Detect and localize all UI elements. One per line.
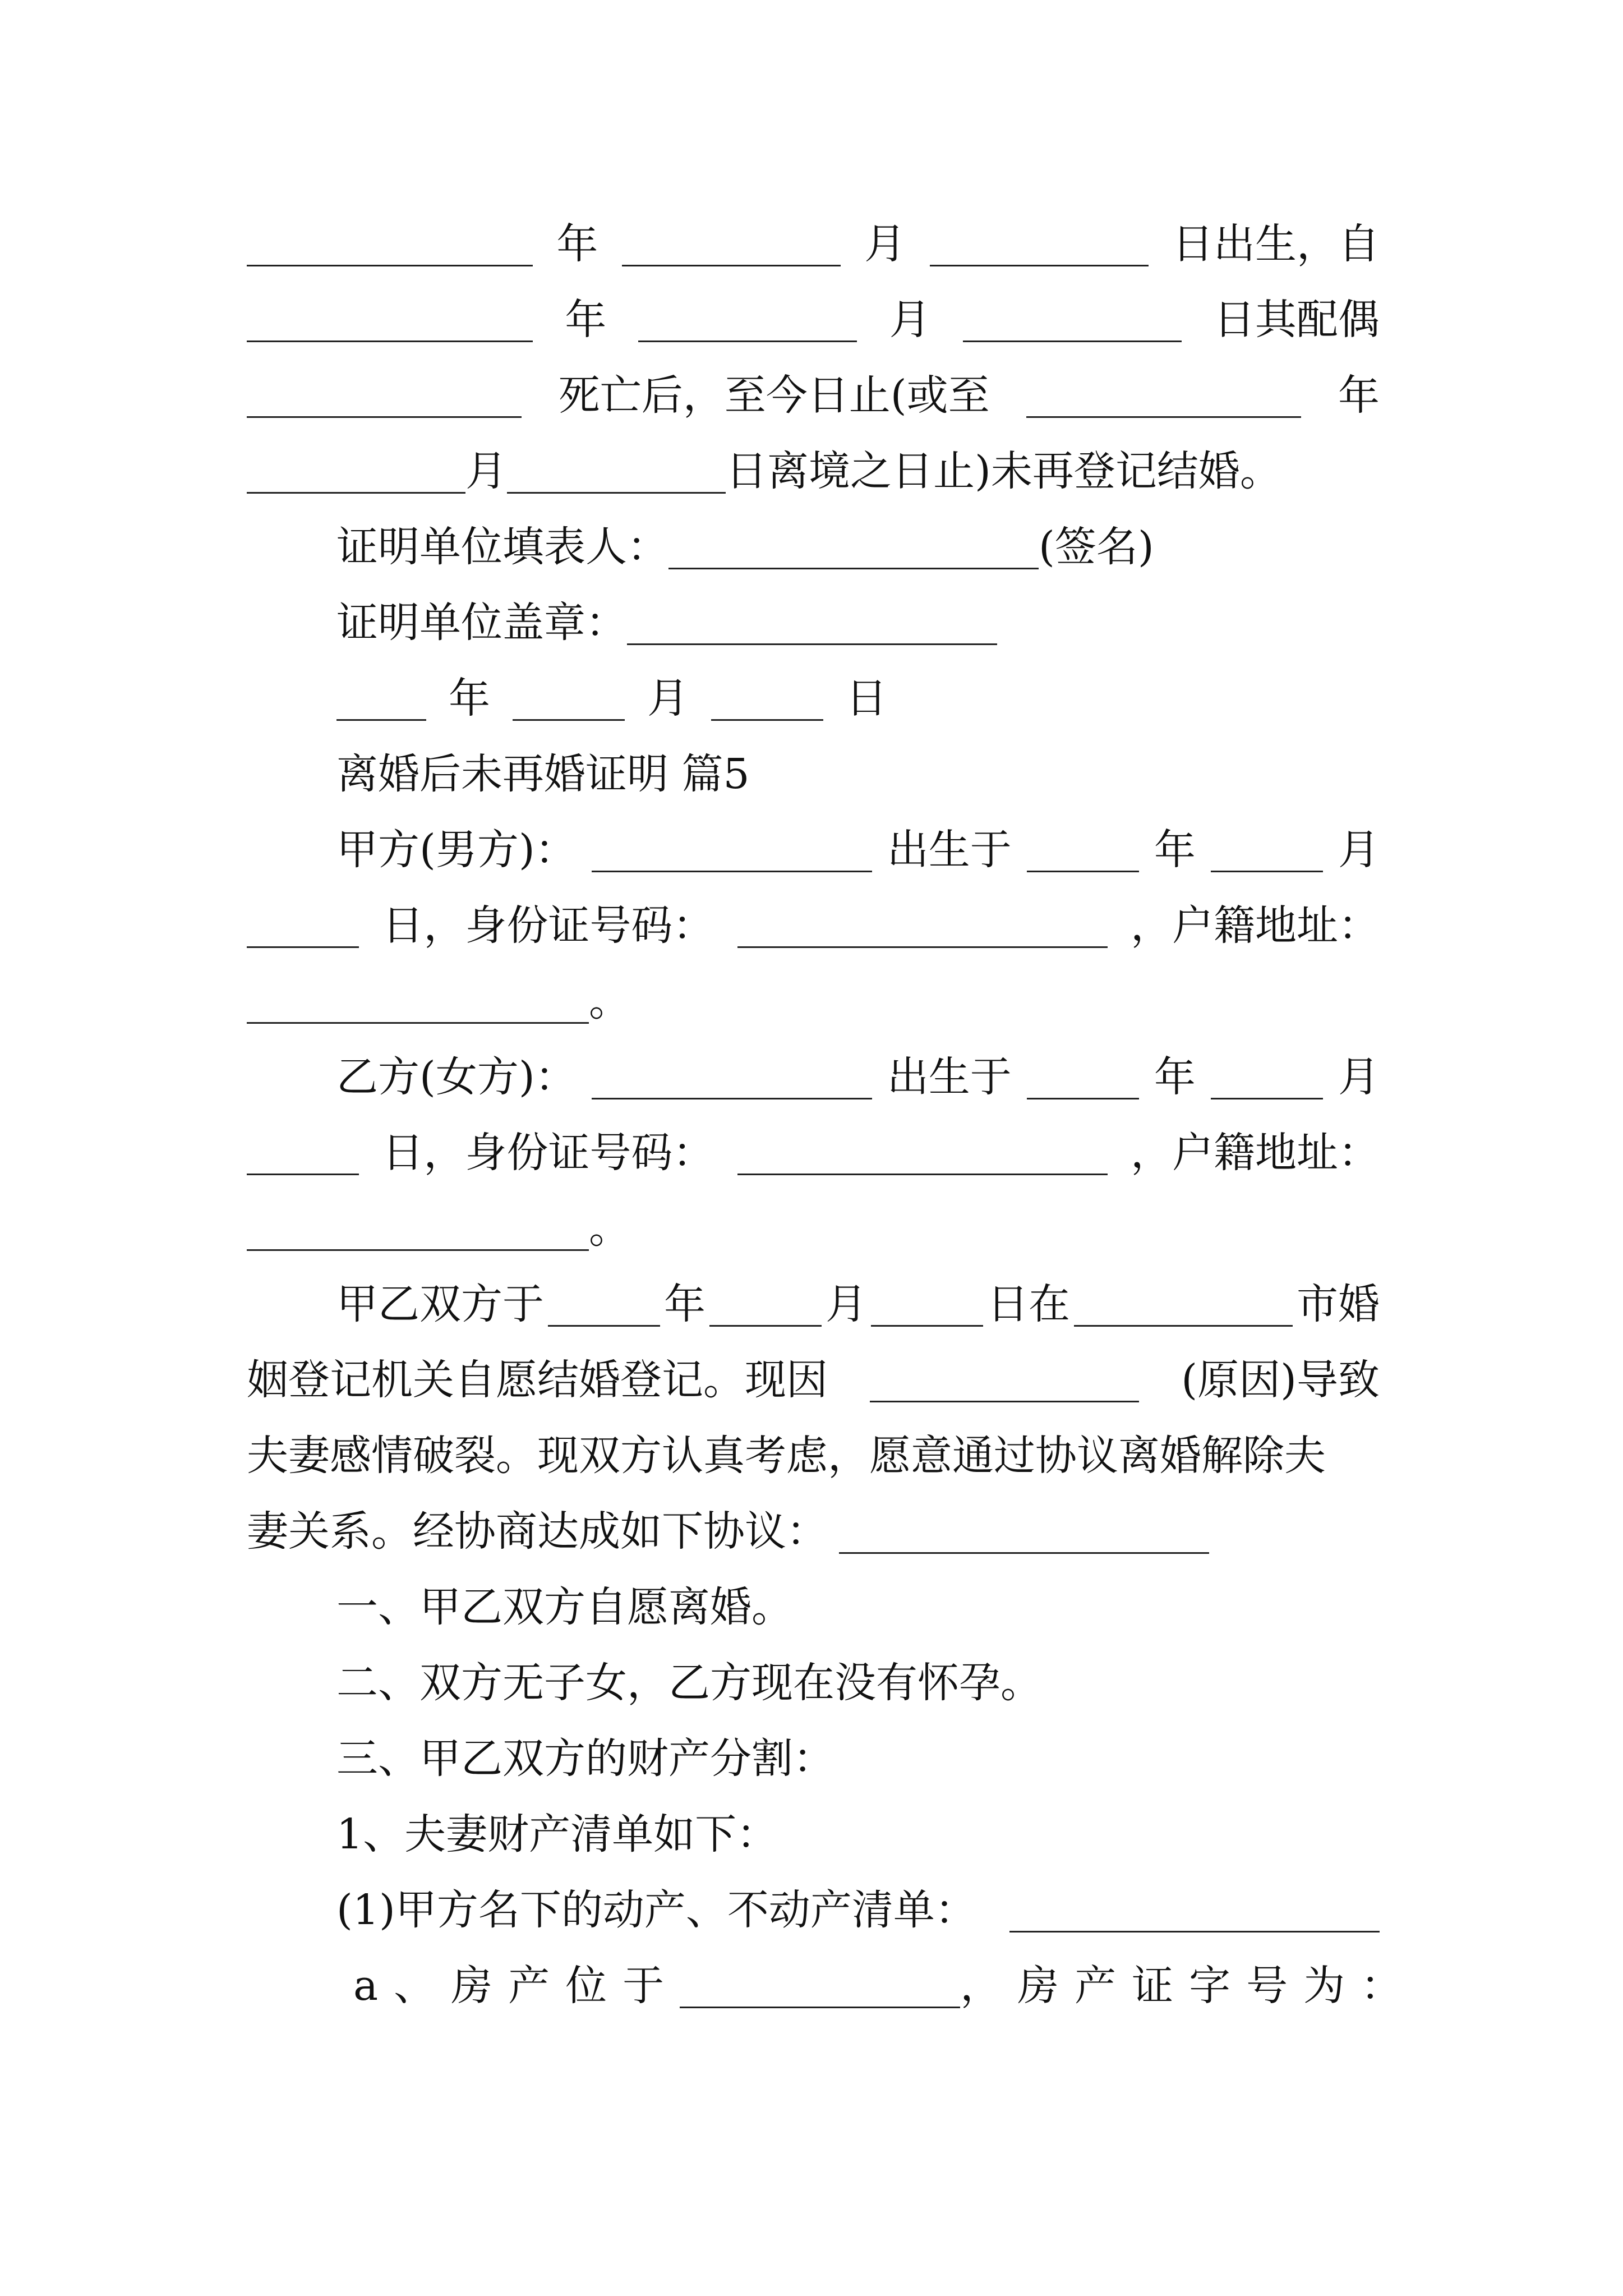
text-segment: 年: [449, 674, 490, 723]
text-segment: 日在: [987, 1280, 1070, 1328]
doc-line-5: [336, 516, 1380, 578]
blank-field[interactable]: [592, 827, 872, 872]
text-segment: 日离境之日止)未再登记结婚。: [726, 447, 1281, 495]
text-segment: 月: [1338, 1053, 1380, 1101]
doc-line-9: [336, 819, 1380, 881]
doc-line-11: [247, 970, 1380, 1032]
doc-line-14: [247, 1198, 1380, 1259]
doc-line-4: [247, 440, 1380, 502]
text-segment: 日，身份证号码：: [382, 1129, 714, 1177]
blank-field[interactable]: [247, 449, 465, 494]
blank-field[interactable]: [963, 297, 1182, 342]
text-segment: 姻登记机关自愿结婚登记。现因: [247, 1356, 828, 1404]
blank-field[interactable]: [930, 222, 1149, 266]
text-segment: (1)甲方名下的动产、不动产清单：: [336, 1886, 976, 1934]
text-segment: 。: [589, 977, 630, 1025]
blank-field[interactable]: [247, 979, 589, 1024]
blank-field[interactable]: [1211, 1055, 1323, 1099]
text-segment: 夫妻感情破裂。现双方认真考虑，愿意通过协议离婚解除夫: [247, 1432, 1326, 1480]
doc-line-22: [336, 1803, 1380, 1865]
text-segment: 证明单位填表人：: [336, 523, 668, 571]
text-segment: a、房产位于: [353, 1962, 680, 2010]
text-segment: 出生于: [887, 1053, 1012, 1101]
text-segment: 甲乙双方于: [336, 1280, 544, 1328]
doc-line-3: [247, 365, 1380, 426]
text-segment: 出生于: [887, 826, 1012, 874]
blank-field[interactable]: [247, 1130, 359, 1175]
doc-line-23: [336, 1879, 1380, 1941]
doc-line-13: [247, 1122, 1380, 1184]
text-segment: 二、双方无子女，乙方现在没有怀孕。: [336, 1659, 1042, 1707]
text-segment: 日出生，自: [1172, 220, 1380, 268]
doc-line-21: [336, 1728, 1380, 1789]
text-segment: 月: [864, 220, 906, 268]
blank-field[interactable]: [1026, 373, 1301, 418]
text-segment: 月: [647, 674, 689, 723]
text-segment: 1、夫妻财产清单如下：: [336, 1810, 778, 1858]
blank-field[interactable]: [680, 1963, 960, 2008]
blank-field[interactable]: [737, 903, 1108, 948]
blank-field[interactable]: [668, 524, 1039, 569]
doc-line-15: [336, 1273, 1380, 1335]
text-segment: 一、甲乙双方自愿离婚。: [336, 1583, 793, 1631]
blank-field[interactable]: [622, 222, 841, 266]
blank-field[interactable]: [627, 600, 997, 645]
text-segment: ，房产证字号为：: [960, 1962, 1418, 2010]
blank-field[interactable]: [737, 1130, 1108, 1175]
doc-line-19: [336, 1576, 1380, 1638]
blank-field[interactable]: [871, 1282, 983, 1327]
text-segment: (原因)导致: [1181, 1356, 1380, 1404]
doc-line-24: [353, 1955, 1418, 2017]
text-segment: 月: [826, 1280, 867, 1328]
text-segment: 日其配偶: [1213, 296, 1380, 344]
text-segment: 年: [565, 296, 607, 344]
text-segment: 。: [589, 1204, 630, 1253]
blank-field[interactable]: [247, 222, 533, 266]
doc-line-10: [247, 895, 1380, 956]
blank-field[interactable]: [709, 1282, 822, 1327]
text-segment: (签名): [1039, 523, 1154, 571]
doc-line-1: [247, 213, 1380, 275]
blank-field[interactable]: [1027, 827, 1139, 872]
blank-field[interactable]: [507, 449, 726, 494]
text-segment: 证明单位盖章：: [336, 599, 627, 647]
doc-line-17: [247, 1425, 1380, 1487]
text-segment: 年: [1154, 826, 1196, 874]
text-segment: 妻关系。经协商达成如下协议：: [247, 1507, 828, 1556]
text-segment: ，户籍地址：: [1130, 901, 1380, 950]
doc-line-2: [247, 289, 1380, 351]
section-heading: [336, 743, 1380, 805]
blank-field[interactable]: [711, 676, 823, 721]
blank-field[interactable]: [592, 1055, 872, 1099]
blank-field[interactable]: [870, 1358, 1139, 1402]
text-segment: ，户籍地址：: [1130, 1129, 1380, 1177]
doc-line-16: [247, 1349, 1380, 1411]
text-segment: 日，身份证号码：: [382, 901, 714, 950]
doc-line-12: [336, 1046, 1380, 1108]
text-segment: 离婚后未再婚证明 篇5: [336, 750, 750, 798]
doc-line-7: [336, 668, 1380, 729]
blank-field[interactable]: [247, 297, 533, 342]
blank-field[interactable]: [336, 676, 426, 721]
blank-field[interactable]: [1074, 1282, 1293, 1327]
blank-field[interactable]: [1009, 1888, 1380, 1932]
blank-field[interactable]: [513, 676, 625, 721]
blank-field[interactable]: [839, 1509, 1209, 1554]
doc-line-20: [336, 1652, 1380, 1714]
blank-field[interactable]: [247, 1206, 589, 1251]
text-segment: 市婚: [1297, 1280, 1380, 1328]
blank-field[interactable]: [247, 903, 359, 948]
blank-field[interactable]: [1027, 1055, 1139, 1099]
doc-line-18: [247, 1501, 1380, 1562]
doc-line-6: [336, 592, 1380, 654]
text-segment: 月: [1338, 826, 1380, 874]
text-segment: 年: [556, 220, 598, 268]
blank-field[interactable]: [548, 1282, 660, 1327]
blank-field[interactable]: [638, 297, 857, 342]
blank-field[interactable]: [247, 373, 522, 418]
text-segment: 年: [1338, 371, 1380, 420]
text-segment: 乙方(女方)：: [336, 1053, 577, 1101]
text-segment: 年: [664, 1280, 706, 1328]
text-segment: 月: [889, 296, 931, 344]
text-segment: 月: [465, 447, 507, 495]
text-segment: 死亡后，至今日止(或至: [558, 371, 990, 420]
text-segment: 日: [846, 674, 887, 723]
blank-field[interactable]: [1211, 827, 1323, 872]
text-segment: 甲方(男方)：: [336, 826, 577, 874]
text-segment: 三、甲乙双方的财产分割：: [336, 1734, 834, 1783]
text-segment: 年: [1154, 1053, 1196, 1101]
